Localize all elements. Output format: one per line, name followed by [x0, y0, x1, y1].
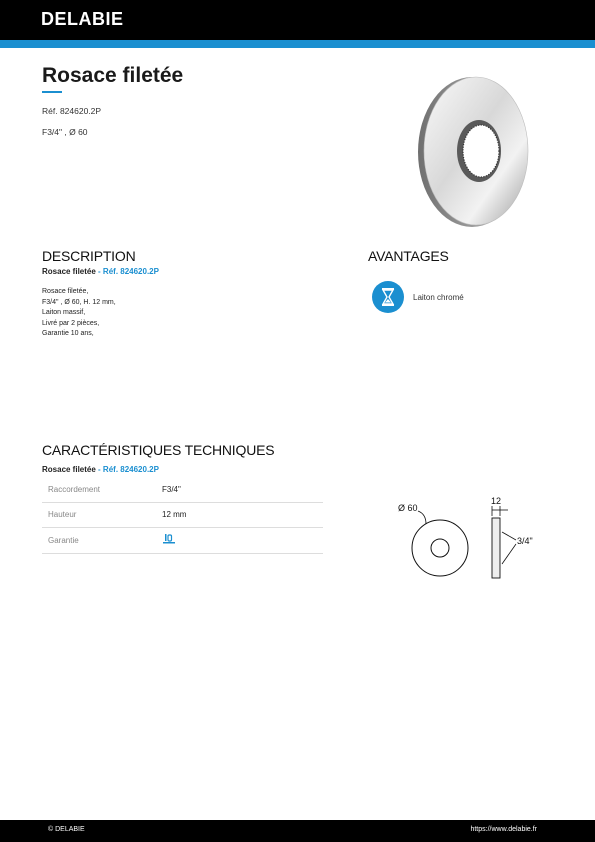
description-heading: DESCRIPTION [42, 248, 136, 264]
diameter-label: Ø 60 [398, 503, 418, 513]
description-line: Garantie 10 ans, [42, 330, 94, 337]
description-line: Livré par 2 pièces, [42, 319, 100, 327]
description-subtitle [42, 267, 159, 276]
specs-table [42, 477, 323, 554]
specs-product-name: Rosace filetée [42, 465, 96, 474]
technical-drawing [368, 440, 568, 640]
spec-label: Raccordement [42, 477, 162, 502]
product-dimensions: F3/4" , Ø 60 [42, 127, 88, 137]
accent-bar [0, 40, 595, 48]
specs-subtitle [42, 465, 159, 474]
specs-product-ref: - Réf. 824620.2P [95, 465, 159, 474]
footer-url-link[interactable]: https://www.delabie.fr [470, 826, 537, 833]
footer-bar [0, 820, 595, 842]
spec-value: 12 mm [162, 502, 323, 528]
table-row [42, 502, 323, 528]
description-product-ref: - Réf. 824620.2P [95, 267, 159, 276]
advantages-heading: AVANTAGES [368, 248, 449, 264]
header-bar [0, 0, 595, 40]
hourglass-icon [372, 281, 404, 313]
specs-heading: CARACTÉRISTIQUES TECHNIQUES [42, 442, 275, 458]
table-row [42, 477, 323, 502]
height-label: 12 [491, 496, 502, 506]
thread-label: 3/4" [517, 536, 533, 546]
spec-value: F3/4" [162, 477, 323, 502]
description-line: Laiton massif, [42, 309, 86, 316]
description-line: Rosace filetée, [42, 288, 89, 295]
footer-copyright: © DELABIE [48, 826, 85, 833]
description-product-name: Rosace filetée [42, 267, 96, 276]
brand-logo[interactable]: DELABIE [41, 9, 124, 29]
product-reference: Réf. 824620.2P [42, 106, 102, 116]
spec-value [162, 528, 323, 554]
description-line: F3/4" , Ø 60, H. 12 mm, [42, 298, 116, 306]
spec-label: Hauteur [42, 502, 162, 528]
spec-label: Garantie [42, 528, 162, 554]
product-image [410, 74, 530, 229]
advantage-label: Laiton chromé [413, 293, 464, 302]
warranty-10-years-icon [162, 533, 176, 545]
description-text [42, 287, 116, 340]
page-title: Rosace filetée [42, 64, 184, 87]
table-row [42, 528, 323, 554]
title-underline [42, 91, 62, 93]
